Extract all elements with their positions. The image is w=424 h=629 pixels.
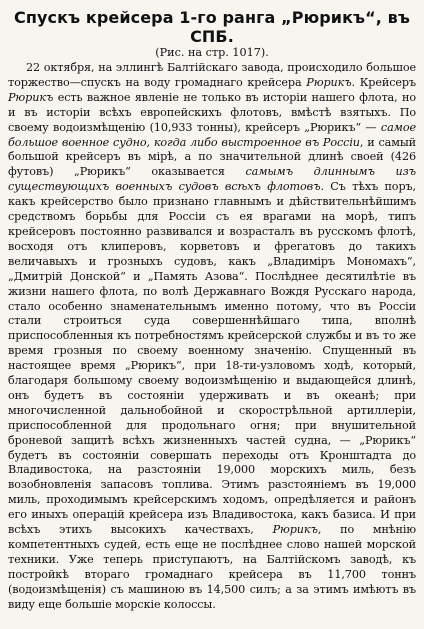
- body-text-segment-3: есть важное явленіе не только въ исторіи нашего флота, но и въ исторіи всѣхъ европейскихъ флотовъ, вмѣстѣ взятыхъ. По своему водоизмѣщенію (10,933 тонны), крейсеръ „Рюрикъ“ —: [8, 90, 416, 134]
- emphasis-ship-name-2: Рюрикъ: [8, 90, 54, 104]
- body-text-segment-6: , по мнѣнію компетентныхъ судей, есть еще не послѣднее слово нашей морской техники. Уже теперь приступаютъ, на Балтійскомъ заводѣ, къ постройкѣ втораго громаднаго крейсера въ 11,700 тоннъ (водоизмѣщенія) съ машиною въ 14,500 силъ; а за этимъ имѣютъ въ виду еще большіе морскіе колоссы.: [8, 523, 416, 611]
- body-text-segment-5: . Съ тѣхъ поръ, какъ крейсерство было признано главнымъ и дѣйствительнѣйшимъ средствомъ борьбы для Россіи съ ея врагами на морѣ, типъ крейсеровъ постоянно развивался и возрасталъ въ русскомъ флотѣ, восходя отъ клиперовъ, корветовъ и фрегатовъ до такихъ величавыхъ и грозныхъ судовъ, какъ „Владиміръ Мономахъ“, „Дмитрій Донской“ и „Память Азова“. Послѣднее десятилѣтіе въ жизни нашего флота, по волѣ Державнаго Вождя Русскаго народа, стало особенно знаменательнымъ именно потому, что въ Россіи стали строиться суда совершеннѣйшаго типа, вполнѣ приспособленныя къ потребностямъ крейсерской службы и въ то же время грозныя по своему военному значенію. Спущенный въ настоящее время „Рюрикъ“, при 18-ти-узловомъ ходѣ, который, благодаря большому своему водоизмѣщенію и выдающейся длинѣ, онъ будетъ въ состояніи удерживать и въ океанѣ; при многочисленной дальнобойной и скорострѣльной артиллеріи, приспособленной для продольнаго огня; при внушительной броневой защитѣ всѣхъ жизненныхъ частей судна, — „Рюрикъ“ будетъ въ состояніи совершать переходы отъ Кронштадта до Владивостока, на разстояніи 19,000 морскихъ миль, безъ возобновленія запасовъ топлива. Этимъ разстояніемъ въ 19,000 миль, проходимымъ крейсерскимъ ходомъ, опредѣляется и районъ его иныхъ операцій крейсера изъ Владивостока, какъ базиса. И при всѣхъ этихъ высокихъ качествахъ,: [8, 180, 416, 537]
- article-subtitle: (Рис. на стр. 1017).: [155, 46, 269, 59]
- emphasis-longest-ship: самымъ длиннымъ изъ существующихъ военныхъ судовъ всѣхъ флотовъ: [8, 165, 416, 194]
- body-text-segment-1: 22 октября, на эллингѣ Балтійскаго завода, происходило большое торжество—спускъ на воду громаднаго крейсера: [8, 61, 416, 89]
- emphasis-largest-ship: самое большое военное судно, когда либо выстроенное въ Россіи: [8, 120, 416, 149]
- article-body: [8, 61, 416, 613]
- article-title: Спускъ крейсера 1-го ранга „Рюрикъ“, въ СПБ.: [14, 8, 410, 46]
- body-text-segment-4: , и самый большой крейсеръ въ мірѣ, а по значительной длинѣ своей (426 футовъ) „Рюрикъ“ оказывается: [8, 135, 416, 179]
- body-text-segment-2: . Крейсеръ: [351, 75, 416, 89]
- emphasis-ship-name-3: Рюрикъ: [272, 523, 318, 537]
- emphasis-ship-name-1: Рюрикъ: [306, 75, 352, 89]
